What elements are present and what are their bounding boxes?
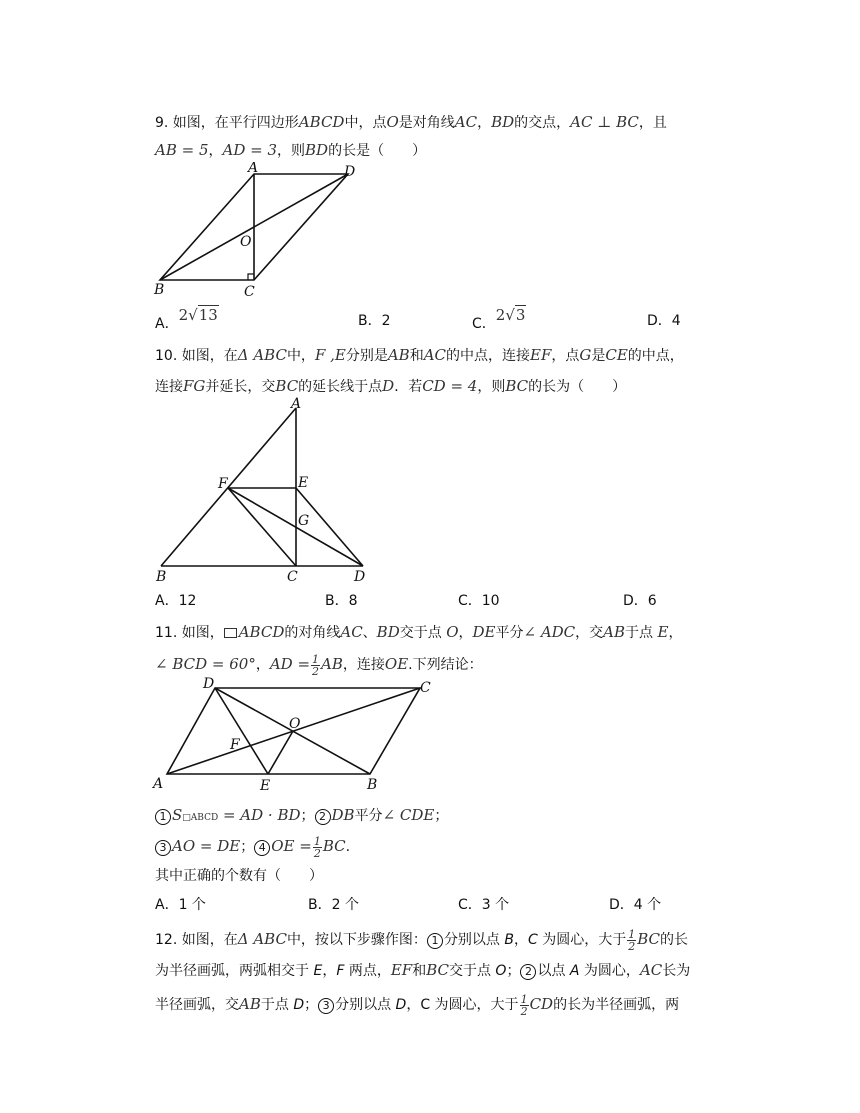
circled-number: 4 [254, 840, 270, 856]
q9-label-a: A [248, 162, 259, 176]
circled-number: 1 [427, 933, 443, 949]
q10-stem-line1: 10. 如图，在Δ ABC中，F ,E分别是AB和AC的中点，连接EF，点G是CE的中点， [155, 346, 684, 364]
q11-parallelogram-figure [150, 672, 450, 800]
q11-stem-line2: ∠ BCD = 60°，AD = $\frac{1}{2}$ AB，连接OE.下列结论： [155, 652, 483, 678]
q11-label-b: B [367, 777, 378, 793]
circled-number: 1 [155, 809, 171, 825]
circled-number: 2 [520, 964, 536, 980]
q9-option-a[interactable]: A．2√13 [155, 306, 218, 332]
circled-number: 3 [318, 998, 334, 1014]
q10-label-c: C [287, 569, 298, 585]
q11-stem-line1: 11. 如图， ABCD的对角线AC、BD交于点 O，DE平分∠ ADC，交AB于点 E， [155, 623, 683, 641]
one-half-fraction: $\frac{1}{2}$ [520, 992, 528, 1018]
q11-option-b[interactable]: B．2 个 [308, 897, 359, 913]
q11-option-c[interactable]: C．3 个 [458, 897, 510, 913]
q10-option-c[interactable]: C．10 [458, 593, 500, 609]
q9-option-b[interactable]: B．2 [358, 313, 391, 329]
one-half-fraction: $\frac{1}{2}$ [313, 834, 321, 860]
q10-option-d[interactable]: D．6 [623, 593, 657, 609]
q9-parallelogram-figure [150, 162, 380, 302]
q9-option-d[interactable]: D．4 [647, 313, 681, 329]
q11-option-d[interactable]: D．4 个 [609, 897, 662, 913]
q11-option-a[interactable]: A．1 个 [155, 897, 206, 913]
q10-label-a: A [291, 396, 302, 412]
q11-label-d: D [203, 676, 215, 692]
q9-label-o: O [240, 234, 252, 250]
parallelogram-symbol-icon [224, 628, 237, 638]
q11-label-a: A [153, 776, 164, 792]
q10-label-f: F [218, 476, 228, 492]
q11-label-e: E [260, 778, 271, 794]
q11-question: 其中正确的个数有（ ） [155, 868, 323, 884]
one-half-fraction: $\frac{1}{2}$ [628, 927, 636, 953]
q11-label-f: F [230, 737, 240, 753]
circled-number: 2 [315, 809, 331, 825]
q12-stem-line3: 半径画弧，交AB于点 D； 3 分别以点 D，C 为圆心，大于 $\frac{1}{2}$ CD的长为半径画弧，两 [155, 992, 680, 1018]
q10-stem-line2: 连接FG并延长，交BC的延长线于点D．若CD = 4，则BC的长为（ ） [155, 377, 627, 395]
q10-option-a[interactable]: A．12 [155, 593, 197, 609]
q9-option-c[interactable]: C．2√3 [472, 306, 526, 332]
q11-conclusion-line1: 1 S□ABCD = AD · BD； 2 DB平分∠ CDE； [155, 805, 448, 828]
q10-triangle-figure [150, 395, 380, 585]
q9-stem-line1: 9. 如图，在平行四边形ABCD中，点O是对角线AC，BD的交点，AC ⊥ BC，且 [155, 113, 667, 131]
q11-label-c: C [420, 680, 431, 696]
q10-option-b[interactable]: B．8 [325, 593, 358, 609]
q10-label-d: D [354, 569, 366, 585]
q12-stem-line1: 12. 如图，在Δ ABC中，按以下步骤作图： 1 分别以点 B，C 为圆心，大于 $\frac{1}{2}$ BC的长 [155, 927, 689, 953]
q9-label-b: B [154, 282, 165, 298]
one-half-fraction: $\frac{1}{2}$ [312, 652, 320, 678]
q9-label-c: C [244, 284, 255, 300]
circled-number: 3 [155, 840, 171, 856]
q10-label-b: B [156, 569, 167, 585]
q10-label-g: G [298, 513, 310, 529]
q10-label-e: E [298, 475, 309, 491]
q9-label-d: D [344, 164, 356, 180]
q11-conclusion-line2: 3 AO = DE； 4 OE = $\frac{1}{2}$ BC. [155, 833, 350, 859]
q11-label-o: O [289, 716, 301, 732]
q9-stem-line2: AB = 5，AD = 3，则BD的长是（ ） [155, 141, 427, 159]
q12-stem-line2: 为半径画弧，两弧相交于 E，F 两点，EF和BC交于点 O； 2 以点 A 为圆心，AC长为 [155, 961, 691, 979]
